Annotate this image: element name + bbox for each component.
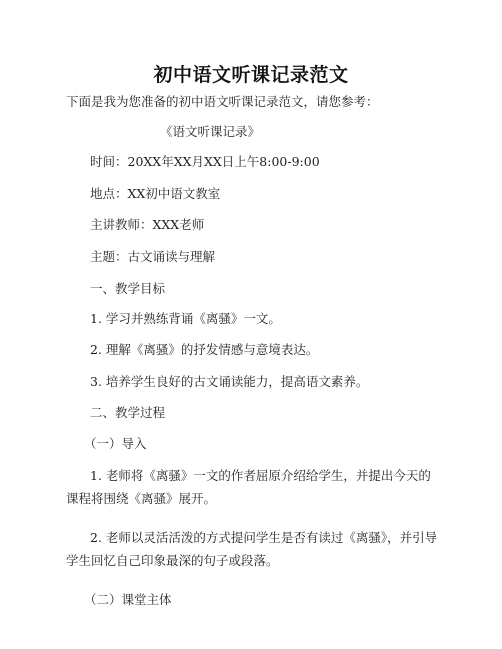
process-item-2: 2. 老师以灵活活泼的方式提问学生是否有读过《离骚》，并引导学生回忆自己印象最深的句子或段落。 xyxy=(66,530,438,568)
process-item-1: 1. 老师将《离骚》一文的作者屈原介绍给学生，并提出今天的课程将围绕《离骚》展开。 xyxy=(66,468,431,506)
intro-text: 下面是我为您准备的初中语文听课记录范文，请您参考： xyxy=(66,94,379,109)
goal-item-3: 3. 培养学生良好的古文诵读能力，提高语文素养。 xyxy=(90,374,369,389)
section-heading-process: 二、教学过程 xyxy=(90,405,166,420)
record-subtitle: 《语文听课记录》 xyxy=(160,124,261,139)
goal-item-1: 1. 学习并熟练背诵《离骚》一文。 xyxy=(90,311,281,326)
teacher-line: 主讲教师：XXX老师 xyxy=(90,217,205,232)
goal-item-2: 2. 理解《离骚》的抒发情感与意境表达。 xyxy=(90,342,319,357)
time-line: 时间：20XX年XX月XX日上午8:00-9:00 xyxy=(90,154,320,169)
location-line: 地点：XX初中语文教室 xyxy=(90,186,221,201)
topic-line: 主题：古文诵读与理解 xyxy=(90,249,216,264)
section-heading-goals: 一、教学目标 xyxy=(90,281,166,296)
subsection-heading-intro: （一）导入 xyxy=(84,436,147,451)
subsection-heading-main: （二）课堂主体 xyxy=(84,592,172,607)
document-title: 初中语文听课记录范文 xyxy=(153,64,349,86)
